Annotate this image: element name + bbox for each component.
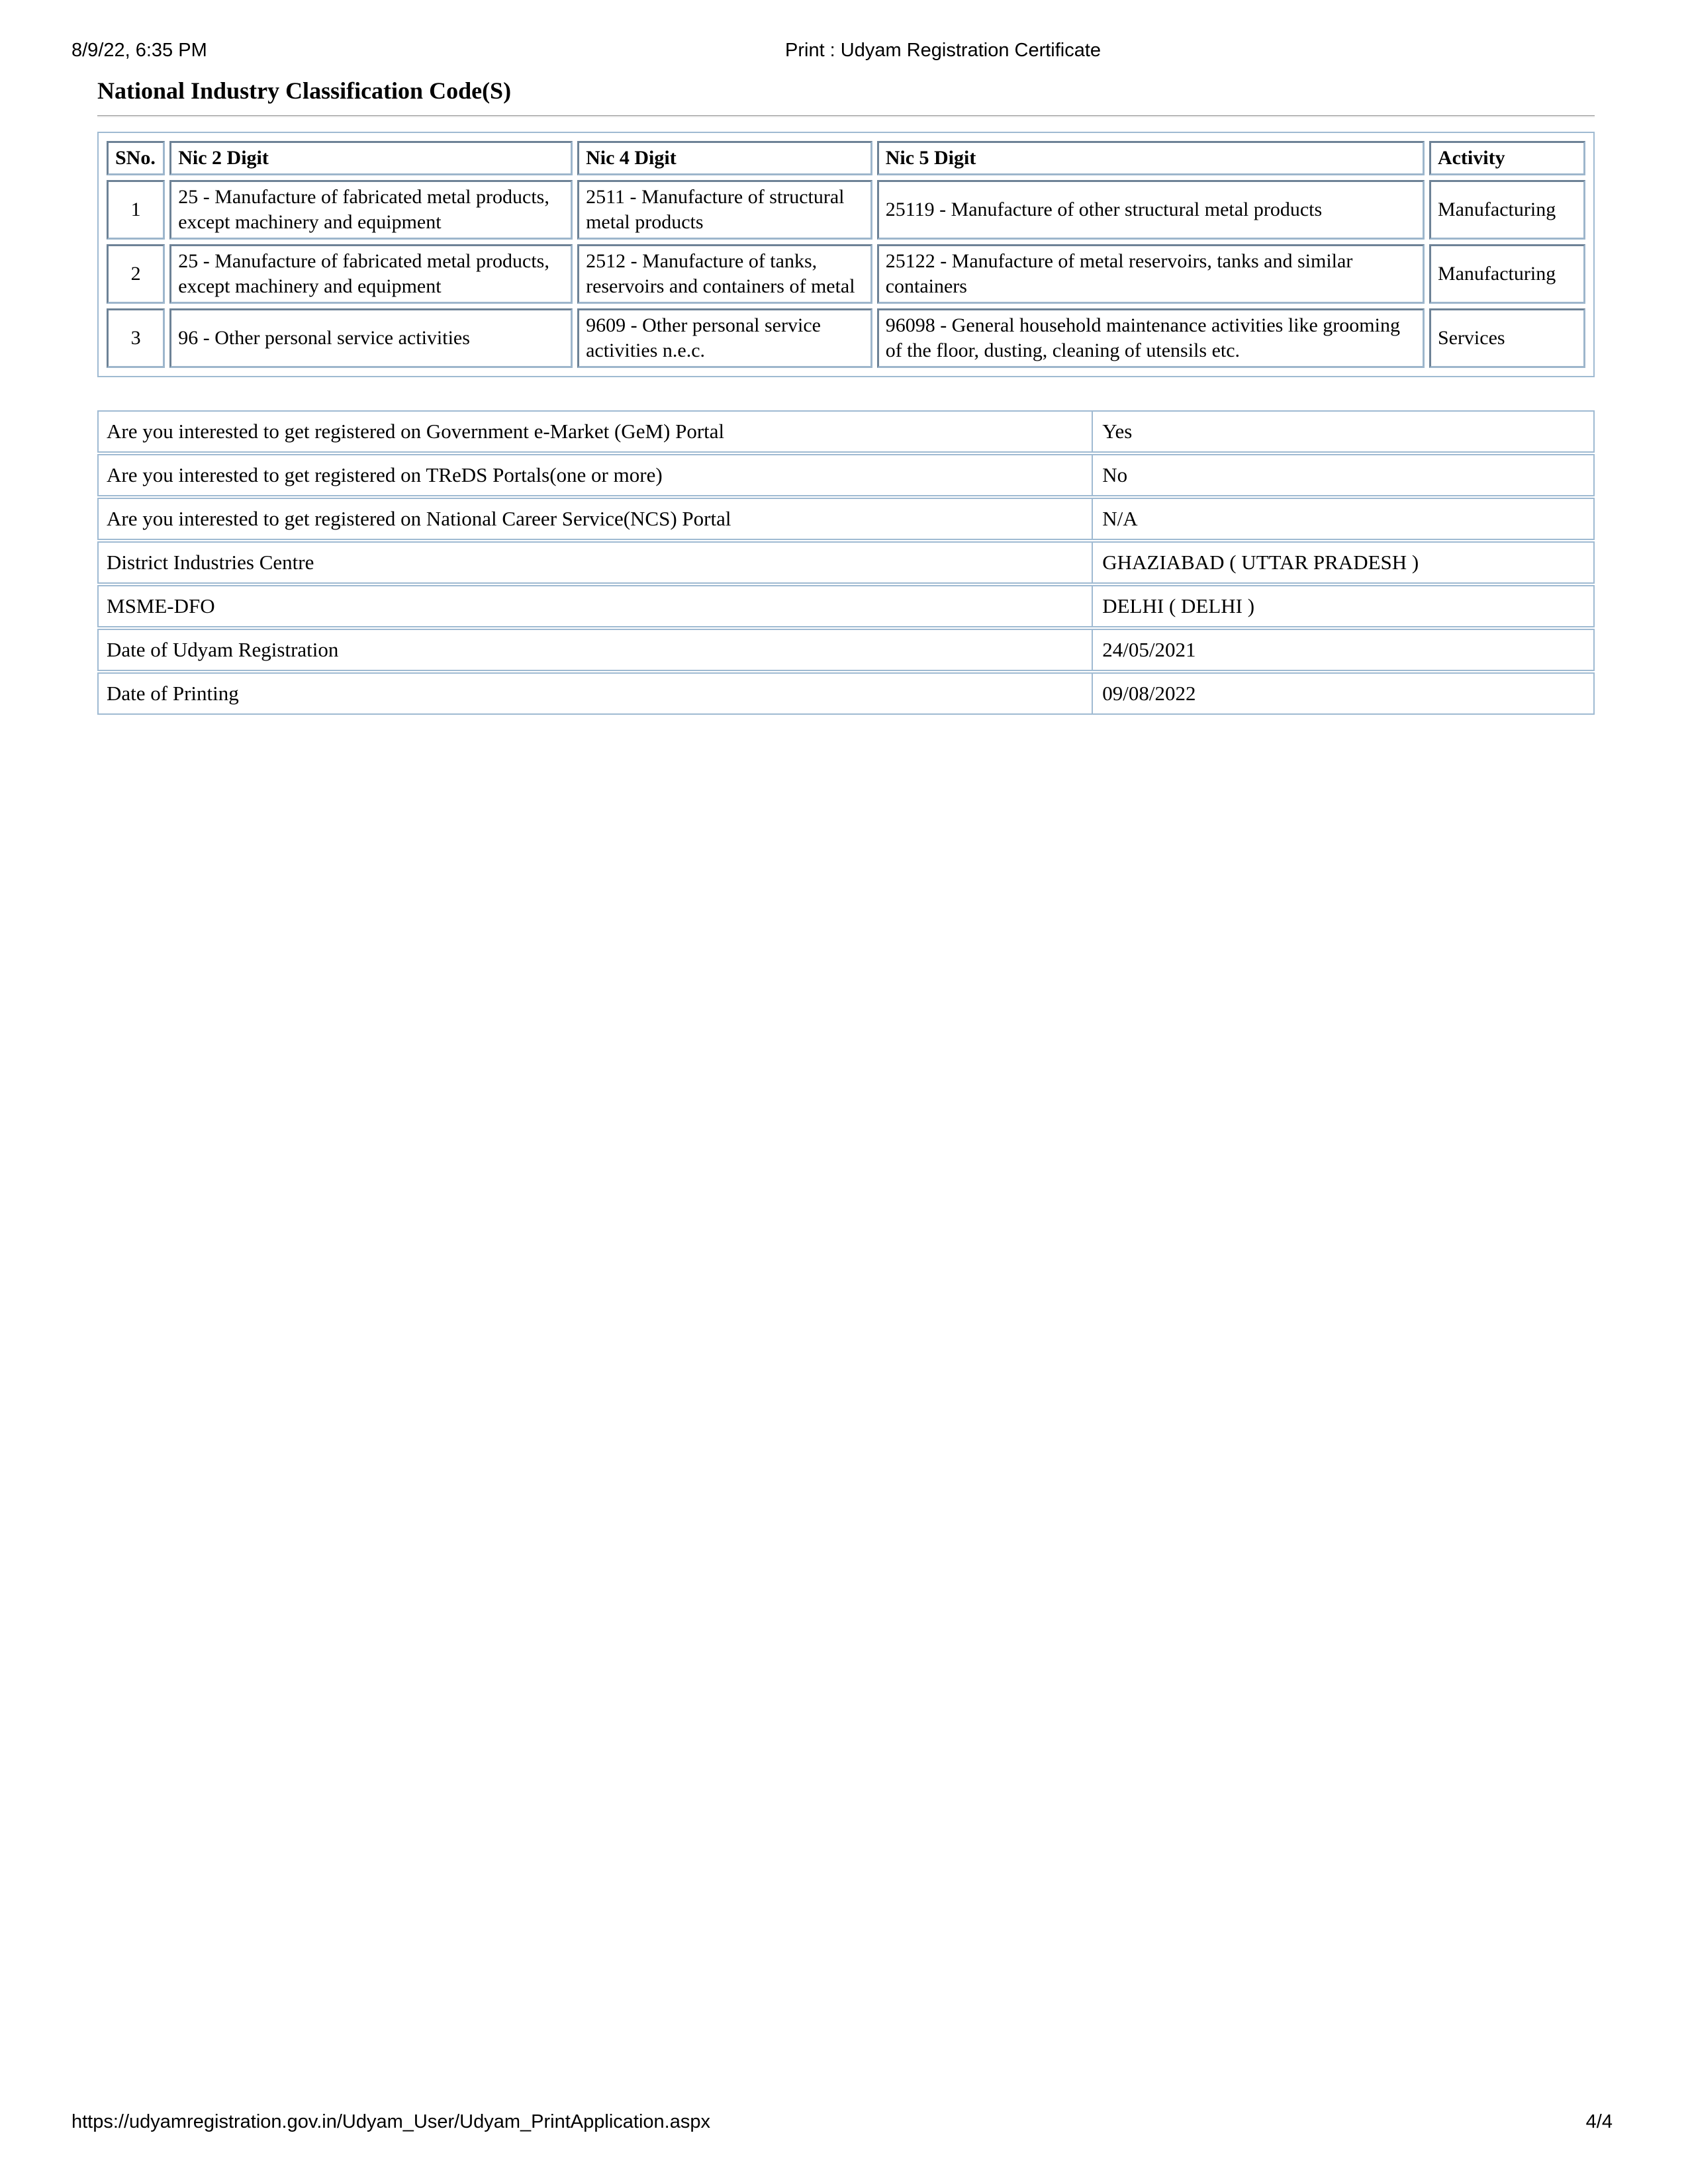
- nic-header-nic4: Nic 4 Digit: [577, 141, 872, 175]
- table-row: [97, 672, 1595, 715]
- nic-header-row: [107, 141, 1585, 175]
- table-row: [97, 410, 1595, 453]
- nic-cell-activity: Manufacturing: [1429, 180, 1585, 240]
- nic-header-activity: Activity: [1429, 141, 1585, 175]
- nic-cell-nic2: 25 - Manufacture of fabricated metal products, except machinery and equipment: [169, 244, 573, 304]
- nic-cell-nic5: 96098 - General household maintenance activities like grooming of the floor, dusting, cleaning of utensils etc.: [877, 308, 1425, 368]
- details-label: Are you interested to get registered on National Career Service(NCS) Portal: [97, 498, 1093, 540]
- nic-classification-table: [97, 132, 1595, 377]
- print-header-datetime: 8/9/22, 6:35 PM: [71, 40, 207, 61]
- nic-cell-sno: 3: [107, 308, 165, 368]
- details-value: 09/08/2022: [1093, 672, 1595, 715]
- nic-header-sno: SNo.: [107, 141, 165, 175]
- nic-cell-activity: Services: [1429, 308, 1585, 368]
- table-row: [107, 308, 1585, 368]
- table-row: [107, 244, 1585, 304]
- details-value: N/A: [1093, 498, 1595, 540]
- details-value: GHAZIABAD ( UTTAR PRADESH ): [1093, 541, 1595, 584]
- nic-cell-nic4: 2512 - Manufacture of tanks, reservoirs and containers of metal: [577, 244, 872, 304]
- registration-details-table: [97, 409, 1595, 716]
- details-label: Are you interested to get registered on Government e-Market (GeM) Portal: [97, 410, 1093, 453]
- table-row: [97, 541, 1595, 584]
- nic-cell-activity: Manufacturing: [1429, 244, 1585, 304]
- nic-cell-nic4: 2511 - Manufacture of structural metal products: [577, 180, 872, 240]
- nic-cell-nic4: 9609 - Other personal service activities n.e.c.: [577, 308, 872, 368]
- details-label: District Industries Centre: [97, 541, 1093, 584]
- nic-header-nic2: Nic 2 Digit: [169, 141, 573, 175]
- table-row: [107, 180, 1585, 240]
- nic-header-nic5: Nic 5 Digit: [877, 141, 1425, 175]
- details-label: Are you interested to get registered on TReDS Portals(one or more): [97, 454, 1093, 496]
- details-label: MSME-DFO: [97, 585, 1093, 627]
- nic-cell-sno: 1: [107, 180, 165, 240]
- details-value: No: [1093, 454, 1595, 496]
- print-footer-page-number: 4/4: [1585, 2111, 1613, 2132]
- table-row: [97, 629, 1595, 671]
- details-label: Date of Udyam Registration: [97, 629, 1093, 671]
- nic-cell-nic2: 96 - Other personal service activities: [169, 308, 573, 368]
- nic-cell-nic5: 25122 - Manufacture of metal reservoirs, tanks and similar containers: [877, 244, 1425, 304]
- table-row: [97, 498, 1595, 540]
- details-value: Yes: [1093, 410, 1595, 453]
- details-value: DELHI ( DELHI ): [1093, 585, 1595, 627]
- nic-cell-nic5: 25119 - Manufacture of other structural metal products: [877, 180, 1425, 240]
- details-label: Date of Printing: [97, 672, 1093, 715]
- nic-cell-sno: 2: [107, 244, 165, 304]
- table-row: [97, 585, 1595, 627]
- document-content: [97, 0, 1595, 716]
- nic-cell-nic2: 25 - Manufacture of fabricated metal products, except machinery and equipment: [169, 180, 573, 240]
- heading-rule: [97, 115, 1595, 117]
- table-row: [97, 454, 1595, 496]
- print-footer-url: https://udyamregistration.gov.in/Udyam_User/Udyam_PrintApplication.aspx: [71, 2111, 710, 2132]
- details-value: 24/05/2021: [1093, 629, 1595, 671]
- print-header-title: Print : Udyam Registration Certificate: [785, 40, 1102, 61]
- page-heading: National Industry Classification Code(S): [97, 77, 512, 104]
